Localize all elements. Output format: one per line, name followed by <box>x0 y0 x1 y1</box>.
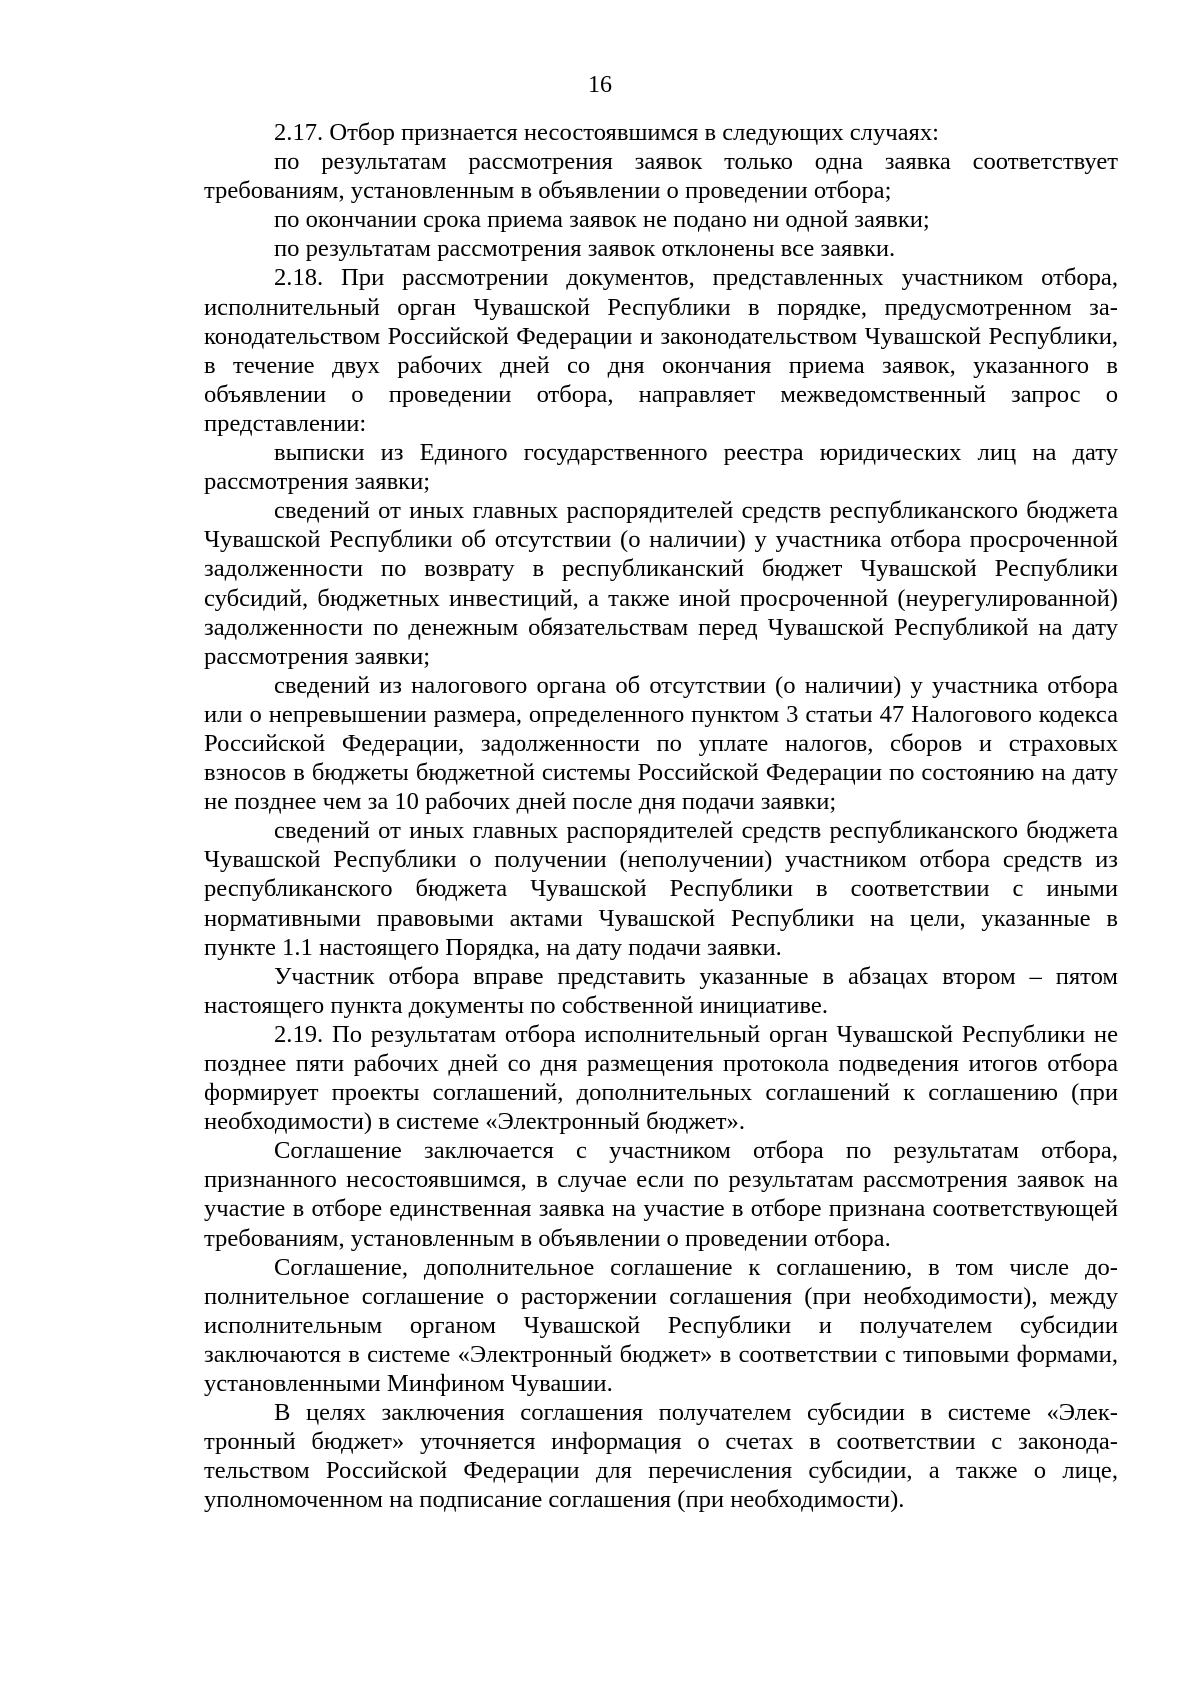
paragraph-2-18: 2.18. При рассмотрении документов, представленных участником отбора, исполнительный орган Чувашской Республики в порядке, предусмотренном законодательством Российской Федерации и законодательством Чувашской Республики, в течение двух рабочих дней со дня окончания приема заявок, указанного в объявлении о проведении отбора, направляет межведомственный запрос о представлении: <box>204 264 1118 437</box>
page-number: 16 <box>588 72 612 98</box>
paragraph-agreement-electronic-budget: Соглашение, дополнительное соглашение к соглашению, в том числе дополнительное соглашение о расторжении соглашения (при необходимости), между исполнительным органом Чувашской Республики и получателем субсидии заключаются в системе «Электронный бюджет» в соответствии с типовыми формами, установленными Минфином Чувашии. <box>204 1253 1118 1398</box>
paragraph-case-all-rejected: по результатам рассмотрения заявок отклонены все заявки. <box>274 235 896 263</box>
paragraph-2-17: 2.17. Отбор признается несостоявшимся в следующих случаях: <box>274 119 939 146</box>
paragraph-registry-extract: выписки из Единого государственного реестра юридических лиц на дату рассмотрения заявки; <box>204 439 1118 496</box>
document-body <box>204 118 1118 1515</box>
paragraph-2-19: 2.19. По результатам отбора исполнительный орган Чувашской Республики не позднее пяти рабочих дней со дня размещения протокола подведения итогов отбора формирует проекты соглашений, дополнительных соглашений к соглашению (при необходимости) в системе «Электронный бюджет». <box>204 1020 1118 1136</box>
paragraph-other-funds-info: сведений от иных главных распорядителей средств республиканского бюджета Чувашской Республики о получении (неполучении) участником отбора средств из республиканского бюджета Чувашской Республики в соответствии с иными нормативными правовыми актами Чувашской Республики на цели, указанные в пункте 1.1 настоящего Порядка, на дату подачи заявки. <box>204 817 1118 961</box>
paragraph-case-one-application: по результатам рассмотрения заявок только одна заявка соответствует требованиям, установленным в объявлении о проведении отбора; <box>204 148 1118 205</box>
paragraph-agreement-single-participant: Соглашение заключается с участником отбора по результатам отбора, признанного несостоявшимся, в случае если по результатам рассмотрения заявок на участие в отборе единственная заявка на участие в отборе признана соответствующей требованиям, установленным в объявлении о проведении отбора. <box>204 1137 1118 1252</box>
paragraph-case-no-applications: по окончании срока приема заявок не подано ни одной заявки; <box>274 206 930 234</box>
paragraph-own-initiative: Участник отбора вправе представить указанные в абзацах втором – пятом настоящего пункта документы по собственной инициативе. <box>204 962 1118 1019</box>
paragraph-account-info: В целях заключения соглашения получателем субсидии в системе «Электронный бюджет» уточняется информация о счетах в соответствии с законодательством Российской Федерации для перечисления субсидии, а также о лице, уполномоченном на подписание соглашения (при необходимости). <box>204 1399 1118 1514</box>
paragraph-overdue-debt-info: сведений от иных главных распорядителей средств республиканского бюджета Чувашской Республики об отсутствии (о наличии) у участника отбора просроченной задолженности по возврату в республиканский бюджет Чувашской Республики субсидий, бюджетных инвестиций, а также иной просроченной (неурегулированной) задолженности по денежным обязательствам перед Чувашской Республикой на дату рассмотрения заявки; <box>204 497 1118 670</box>
paragraph-tax-authority-info: сведений из налогового органа об отсутствии (о наличии) у участника отбора или о непревышении размера, определенного пунктом 3 статьи 47 Налогового кодекса Российской Федерации, задолженности по уплате налогов, сборов и страховых взносов в бюджеты бюджетной системы Российской Федерации по состоянию на дату не позднее чем за 10 рабочих дней после дня подачи заявки; <box>204 671 1118 816</box>
